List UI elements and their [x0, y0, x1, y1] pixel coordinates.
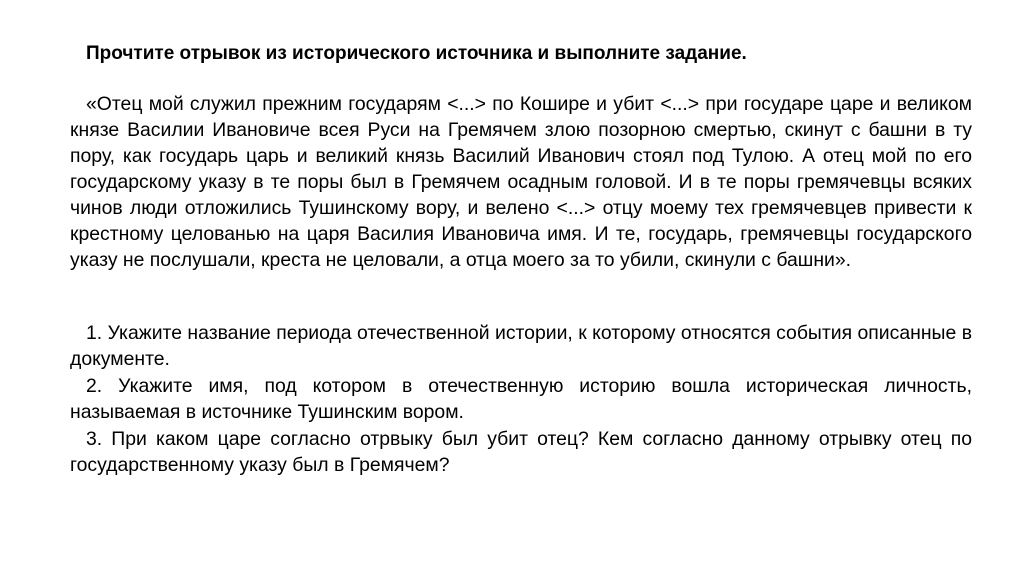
question-2: 2. Укажите имя, под котором в отечественную историю вошла историческая личность, называемая в источнике Тушинским вором.	[70, 375, 972, 423]
source-quote: «Отец мой служил прежним государям <...> по Кошире и убит <...> при государе царе и великом князе Василии Ивановиче всея Руси на Гремячем злою позорною смертью, скинут с башни в ту пору, как государь царь и великий князь Василий Иванович стоял под Тулою. А отец мой по его государскому указу в те поры был в Гремячем осадным головой. И в те поры гремячевцы всяких чинов люди отложились Тушинскому вору, и велено <...> отцу моему тех гремячевцев привести к крестному целованью на царя Василия Ивановича имя. И те, государь, гремячевцы государского указу не послушали, креста не целовали, а отца моего за то убили, скинули с башни».	[70, 93, 972, 271]
question-3: 3. При каком царе согласно отрвыку был убит отец? Кем согласно данному отрывку отец по государственному указу был в Гремячем?	[70, 428, 972, 476]
task-heading: Прочтите отрывок из исторического источника и выполните задание.	[86, 43, 747, 64]
question-1: 1. Укажите название периода отечественной истории, к которому относятся события описанные в документе.	[70, 322, 972, 370]
